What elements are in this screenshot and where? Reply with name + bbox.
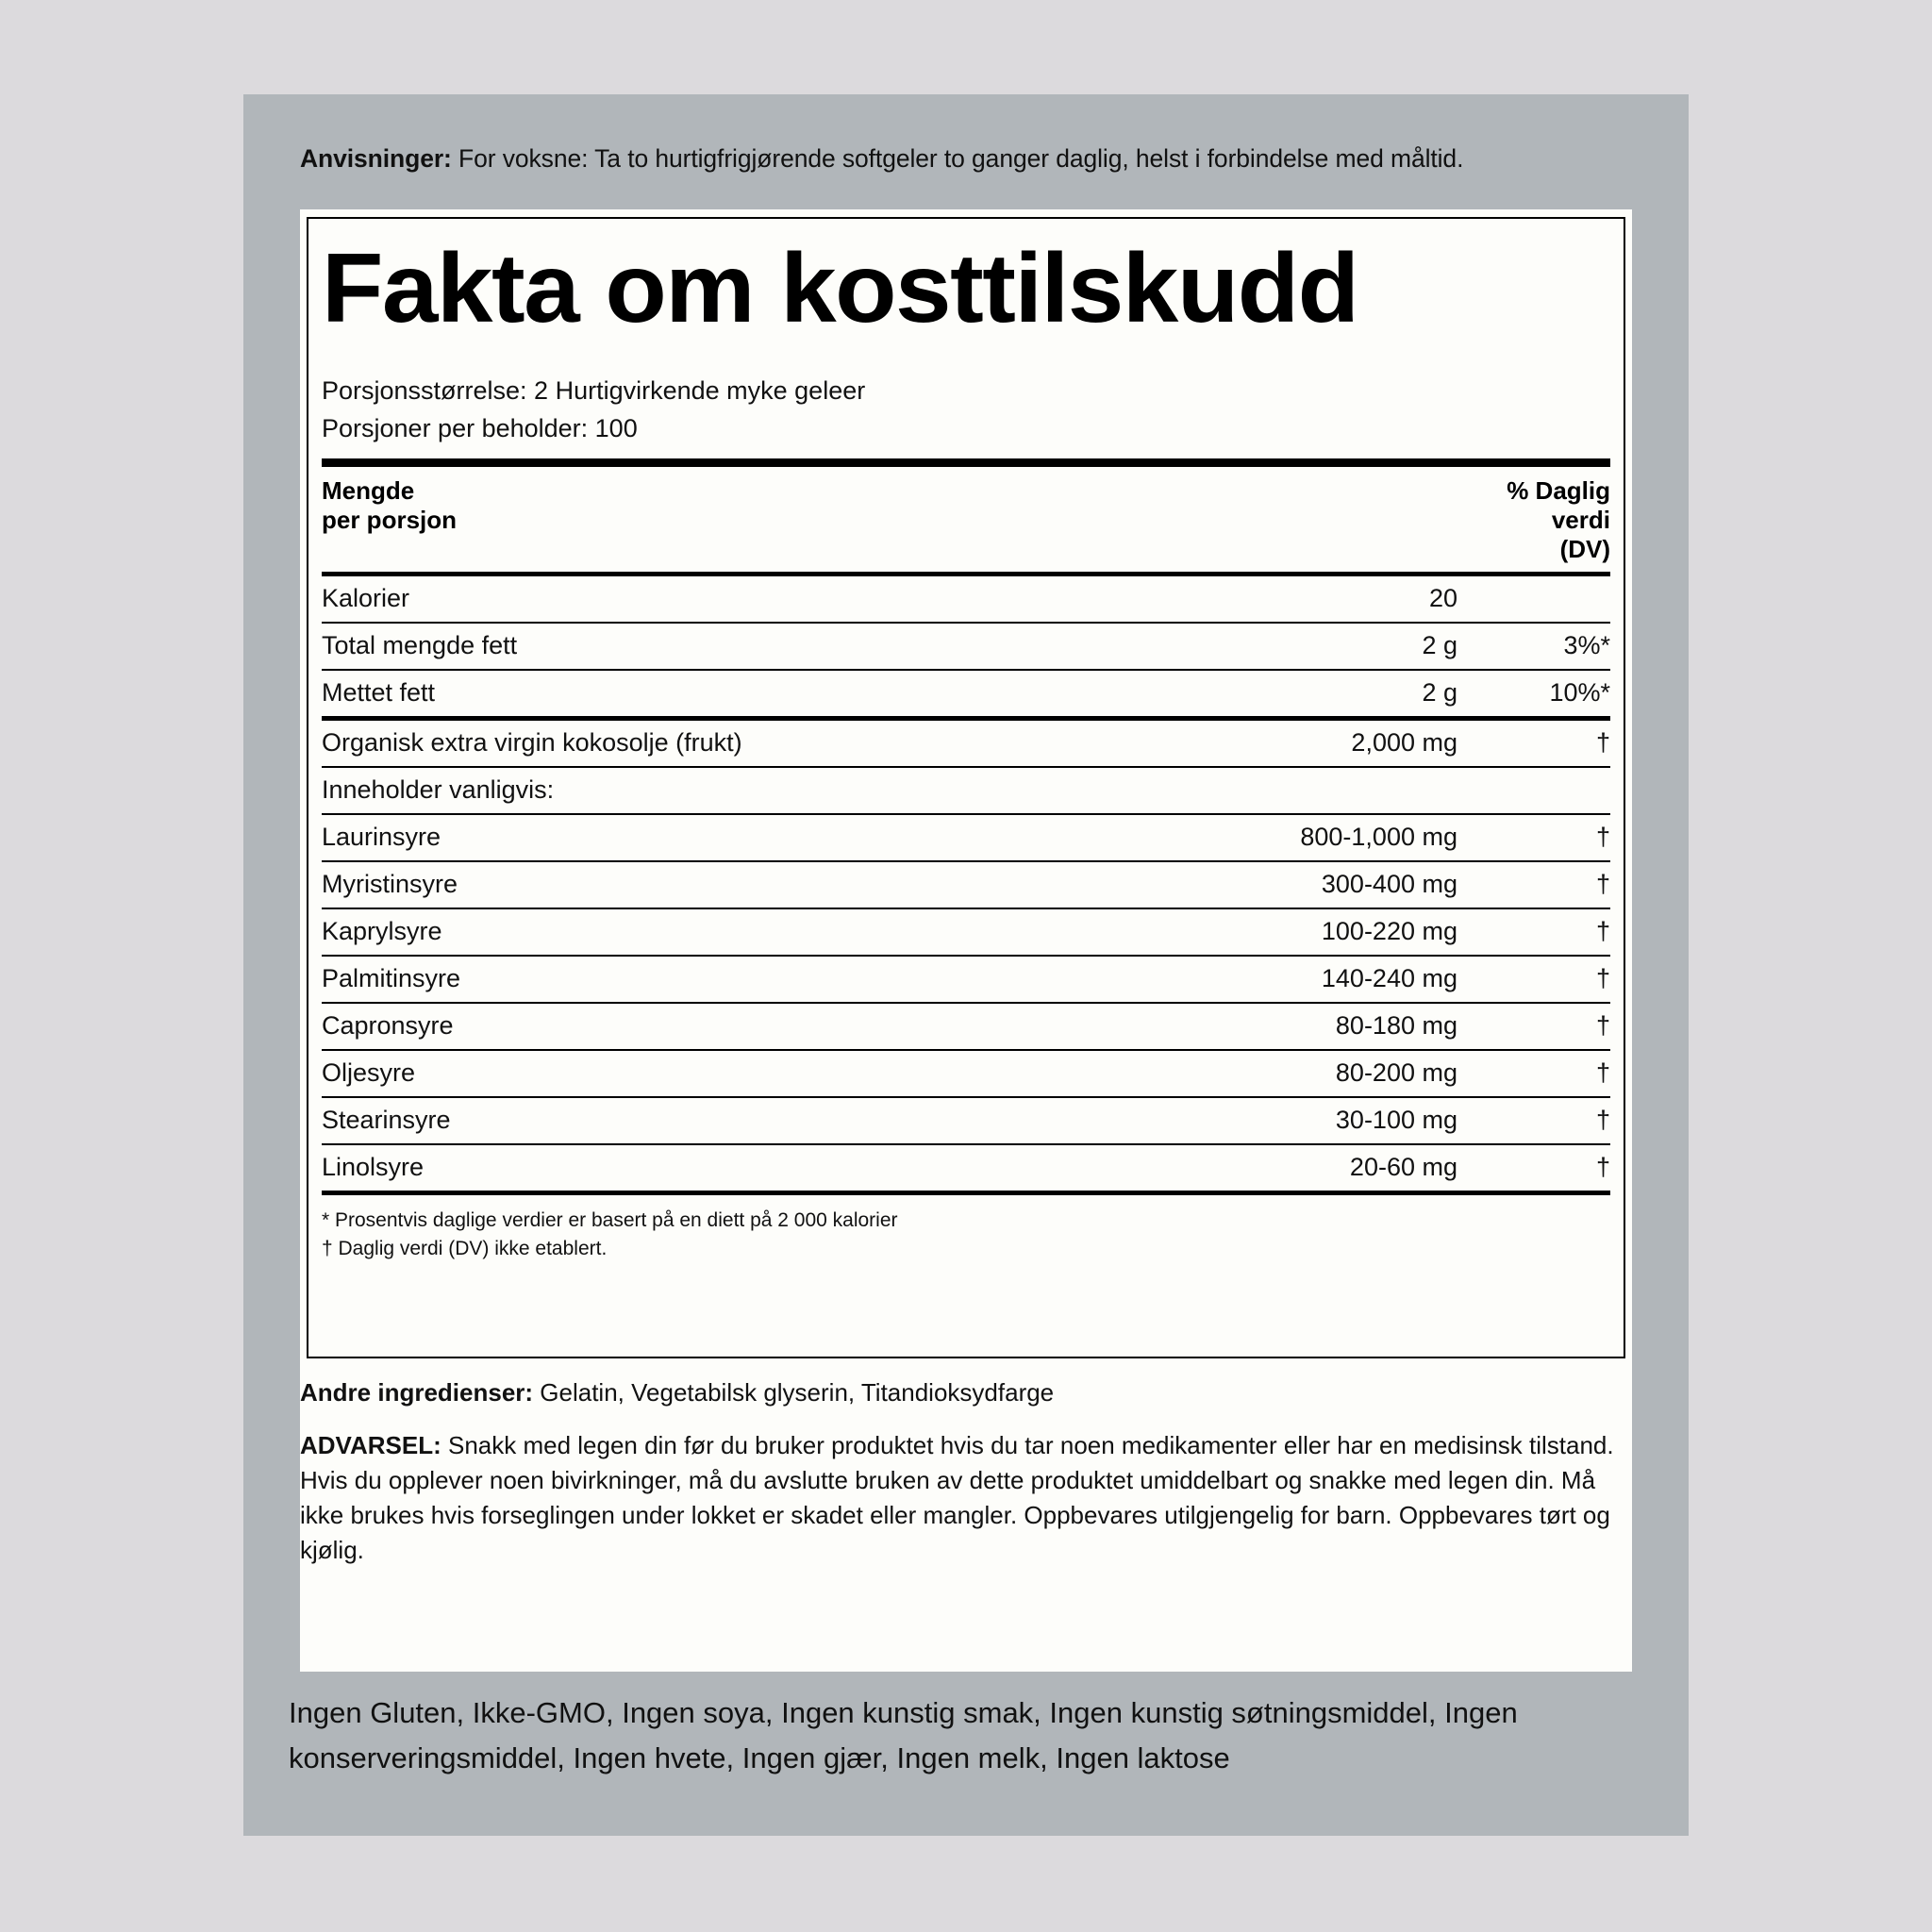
footnote-dagger: † Daglig verdi (DV) ikke etablert.	[322, 1238, 608, 1259]
other-ingredients	[300, 1377, 1632, 1407]
dv-header-line1: % Daglig	[1507, 476, 1610, 505]
other-ingredients-label: Andre ingredienser:	[300, 1378, 534, 1407]
amount-header-line1: Mengde	[322, 476, 415, 505]
table-row	[322, 1097, 1610, 1144]
table-column-headers	[322, 467, 1610, 572]
nutrient-amount: 100-220 mg	[1222, 908, 1497, 956]
page-title: Fakta om kosttilskudd	[322, 234, 1358, 343]
nutrient-name: Stearinsyre	[322, 1097, 1222, 1144]
label-card	[300, 209, 1632, 1672]
nutrient-amount: 30-100 mg	[1222, 1097, 1497, 1144]
nutrient-daily-value	[1497, 767, 1610, 814]
table-row	[322, 576, 1610, 623]
nutrient-daily-value: †	[1497, 1003, 1610, 1050]
nutrient-amount: 2 g	[1222, 670, 1497, 719]
nutrient-daily-value	[1497, 576, 1610, 623]
nutrient-name: Kalorier	[322, 576, 1222, 623]
nutrient-daily-value: †	[1497, 814, 1610, 861]
footnotes	[322, 1195, 1610, 1263]
table-row	[322, 767, 1610, 814]
nutrient-name: Mettet fett	[322, 670, 1222, 719]
nutrient-name: Laurinsyre	[322, 814, 1222, 861]
nutrient-daily-value: †	[1497, 908, 1610, 956]
serving-info	[322, 372, 1610, 447]
table-row	[322, 1050, 1610, 1097]
directions-line	[300, 143, 1640, 174]
nutrient-amount: 80-180 mg	[1222, 1003, 1497, 1050]
nutrient-table	[322, 576, 1610, 1191]
footnote-star: * Prosentvis daglige verdier er basert på en diett på 2 000 kalorier	[322, 1209, 898, 1231]
table-row	[322, 623, 1610, 670]
serving-size: Porsjonsstørrelse: 2 Hurtigvirkende myke geleer	[322, 376, 866, 405]
warning-label: ADVARSEL:	[300, 1431, 441, 1459]
nutrient-daily-value: 3%*	[1497, 623, 1610, 670]
supplement-facts-box	[307, 217, 1625, 1358]
nutrient-name: Oljesyre	[322, 1050, 1222, 1097]
nutrient-name: Palmitinsyre	[322, 956, 1222, 1003]
rule-thick-top	[322, 458, 1610, 467]
dv-header-line2: verdi	[1551, 506, 1610, 534]
nutrient-name: Total mengde fett	[322, 623, 1222, 670]
nutrient-name: Organisk extra virgin kokosolje (frukt)	[322, 719, 1222, 768]
warning-paragraph	[300, 1428, 1628, 1568]
table-row	[322, 814, 1610, 861]
amount-header-line2: per porsjon	[322, 506, 458, 534]
nutrient-amount: 800-1,000 mg	[1222, 814, 1497, 861]
table-row	[322, 956, 1610, 1003]
other-ingredients-text: Gelatin, Vegetabilsk glyserin, Titandioksydfarge	[533, 1378, 1055, 1407]
nutrient-amount: 80-200 mg	[1222, 1050, 1497, 1097]
table-row	[322, 861, 1610, 908]
nutrient-name: Kaprylsyre	[322, 908, 1222, 956]
nutrient-daily-value: †	[1497, 861, 1610, 908]
amount-header	[322, 476, 457, 535]
nutrient-name: Capronsyre	[322, 1003, 1222, 1050]
warning-text: Snakk med legen din før du bruker produktet hvis du tar noen medikamenter eller har en medisinsk tilstand. Hvis du opplever noen bivirkninger, må du avslutte bruken av dette produktet umiddelbart og snakke med legen din. Må ikke brukes hvis forseglingen under lokket er skadet eller mangler. Oppbevares utilgjengelig for barn. Oppbevares tørt og kjølig.	[300, 1431, 1614, 1564]
nutrient-daily-value: †	[1497, 1050, 1610, 1097]
table-row	[322, 719, 1610, 768]
nutrient-amount: 2 g	[1222, 623, 1497, 670]
nutrient-daily-value: 10%*	[1497, 670, 1610, 719]
nutrient-amount: 20	[1222, 576, 1497, 623]
nutrient-name: Myristinsyre	[322, 861, 1222, 908]
dv-header	[1507, 476, 1610, 564]
directions-text: For voksne: Ta to hurtigfrigjørende softgeler to ganger daglig, helst i forbindelse med måltid.	[451, 144, 1464, 173]
nutrient-amount	[1222, 767, 1497, 814]
servings-per-container: Porsjoner per beholder: 100	[322, 414, 638, 442]
nutrient-amount: 20-60 mg	[1349, 1153, 1457, 1181]
table-row	[322, 908, 1610, 956]
nutrient-name: Linolsyre	[322, 1153, 425, 1181]
supplement-label-panel	[243, 94, 1689, 1836]
dv-header-line3: (DV)	[1559, 535, 1610, 563]
table-row	[322, 1144, 1610, 1191]
nutrient-amount: 2,000 mg	[1222, 719, 1497, 768]
nutrient-daily-value: †	[1497, 719, 1610, 768]
nutrient-daily-value: †	[1595, 1153, 1610, 1181]
free-from-claims: Ingen Gluten, Ikke-GMO, Ingen soya, Ingen kunstig smak, Ingen kunstig søtningsmiddel, Ingen konserveringsmiddel, Ingen hvete, Ingen gjær, Ingen melk, Ingen laktose	[289, 1696, 1518, 1774]
nutrient-amount: 140-240 mg	[1222, 956, 1497, 1003]
nutrient-amount: 300-400 mg	[1222, 861, 1497, 908]
nutrient-daily-value: †	[1497, 1097, 1610, 1144]
nutrient-daily-value: †	[1497, 956, 1610, 1003]
nutrient-name: Inneholder vanligvis:	[322, 767, 1222, 814]
table-row	[322, 1003, 1610, 1050]
table-row	[322, 670, 1610, 719]
directions-label: Anvisninger:	[300, 144, 452, 173]
